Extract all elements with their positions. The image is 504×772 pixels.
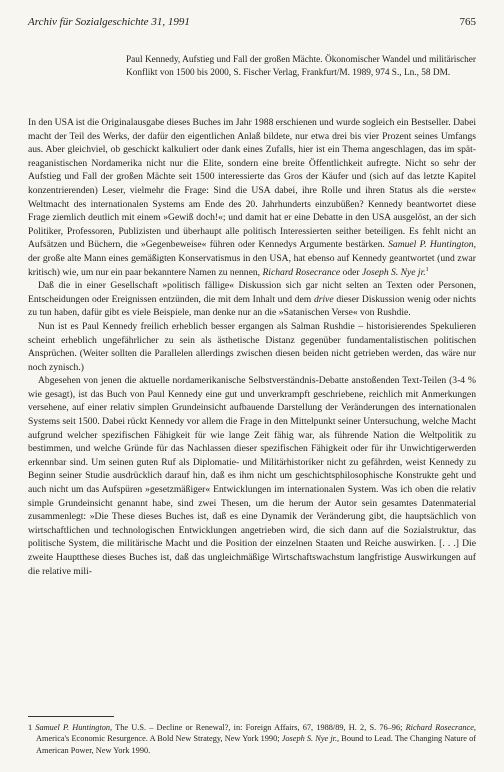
running-header [28, 16, 476, 34]
paragraph-4: Abgesehen von jenen die aktuelle nordamerikanische Selbstverständnis-Debatte anstoßenden Text-Teilen (3-4 % wie gesagt), ist das Buch von Paul Kennedy eine gut und unverkrampft geschriebene, reichlich mit Anmerkungen versehene, auf einer relativ simplen Grundeinsicht aufbauende Darstellung der Veränderungen des internationalen Systems seit 1500. Dabei rückt Kennedy vor allem die Frage in den Mittelpunkt seiner Untersuchung, welche Macht aufgrund welcher spezifischen Fähigkeit für wie lange Zeit fähig war, als führende Nation die Weltpolitik zu bestimmen, und welche Gründe für das Nachlassen dieser spezifischen Fähigkeit oder für ihr Unwichtigerwerden erkennbar sind. Um seinen guten Ruf als Diplomatie- und Militärhistoriker nicht zu gefährden, weist Kennedy zu Beginn seiner Studie ausdrücklich darauf hin, daß es ihm nicht um geschichtsphilosophische Konstrukte geht und auch nicht um das Aufspüren »gesetzmäßiger« Entwicklungen im internationalen System. Was ich oben die relativ simple Grundeinsicht genannt habe, sind zwei Thesen, um die herum der Autor sein gesamtes Datenmaterial zusammenlegt: »Die These dieses Buches ist, daß es eine Dynamik der Veränderung gibt, die hauptsächlich von wirtschaftlichen und technologischen Entwicklungen angetrieben wird, die sich dann auf die Sozialstruktur, das politische System, die militärische Macht und die Position der einzelnen Staaten und Reiche auswirken. [. . .] Die zweite Hauptthese dieses Buches ist, daß das ungleichmäßige Wirtschaftswachstum langfristige Auswirkungen auf die relative mili- [28, 375, 476, 577]
name-huntington: Samuel P. Huntington [388, 239, 474, 251]
name-nye: Joseph S. Nye jr. [361, 266, 426, 278]
term-drive: drive [313, 293, 334, 305]
paragraph-2-text-b: dieser Diskussion wenig oder nichts zu tun haben, dafür gibt es viele Beispiele, man denke nur an die »Satanischen Verse« von Rushdie. [28, 293, 476, 319]
page-number: 765 [459, 16, 476, 28]
paragraph-1-text-a: In den USA ist die Originalausgabe dieses Buches im Jahr 1988 erschienen und wurde sogleich ein Bestseller. Dabei macht der Teil des Werks, der dafür den eigentlichen Anlaß bildete, nur etwa drei bis vier Prozent seines Umfangs aus. Aber gleichviel, ob geschickt kalkuliert oder dank eines Zufalls, hier ist ein Thema angeschlagen, das im spät-reaganistischen Nordamerika nicht nur die Elite, sondern eine breite Öffentlichkeit aufregte. Nicht so sehr der Aufstieg und Fall der großen Mächte seit 1500 interessierte das Gros der Käufer und (sich auf das letzte Kapitel konzentrierenden) Leser, vielmehr die Frage: Sind die USA dabei, ihre Rolle und ihren Status als die »erste« Weltmacht des internationalen Systems am Ende des 20. Jahrhunderts einzubüßen? Kennedy beantwortet diese Frage ziemlich deutlich mit einem »Gewiß doch!«; und damit hat er eine Debatte in den USA ausgelöst, an der sich Politiker, Professoren, Publizisten und überhaupt alle politisch Interessierten seither beteiligen. Es fehlt nicht an Aufsätzen und Büchern, die »Gegenbeweise« führen oder Kennedys Argumente bestärken. [28, 117, 476, 251]
paragraph-2 [28, 279, 476, 320]
footnote-work-2: America's Economic Resurgence. A Bold New Strategy, New York 1990; [36, 734, 282, 744]
footnote-ref: 1 [425, 266, 429, 273]
review-body [28, 116, 476, 578]
footnote-author-nye: Joseph S. Nye jr. [281, 734, 338, 744]
footnote-rule [28, 716, 114, 717]
paragraph-1 [28, 116, 476, 279]
footnote-work-3: , Bound to Lead. The Changing Nature of American Power, New York 1990. [36, 734, 476, 755]
footnote-author-huntington: Samuel P. Huntington, [35, 723, 113, 732]
running-title: Archiv für Sozialgeschichte 31, 1991 [28, 16, 190, 28]
paragraph-2-text-a: Daß die in einer Gesellschaft »politisch fällige« Diskussion sich gar nicht selten an Texten oder Personen, Entscheidungen oder Ereignissen entzünden, die mit dem Inhalt und dem [28, 280, 476, 305]
footnote-author-rosecrance: Richard Rosecrance, [405, 723, 476, 732]
footnote-work-1: The U.S. – Decline or Renewal?, in: Foreign Affairs, 67, 1988/89, H. 2, S. 76–96; [112, 723, 406, 732]
footnote-number: 1 [28, 723, 33, 732]
book-citation: Paul Kennedy, Aufstieg und Fall der großen Mächte. Ökonomischer Wandel und militärischer Konflikt von 1500 bis 2000, S. Fischer Verlag, Frankfurt/M. 1989, 974 S., Ln., 58 DM. [126, 55, 476, 78]
footnotes [28, 716, 476, 756]
footnote-1 [28, 722, 476, 756]
name-rosecrance: Richard Rosecrance [262, 266, 341, 278]
paragraph-1-text-b: , der große alte Mann eines gemäßigten Konservatismus in den USA, hat ebenso auf Kennedy geantwortet (und zwar kritisch) wie, um nur ein paar bekanntere Namen zu nennen, [28, 239, 476, 278]
paragraph-3: Nun ist es Paul Kennedy freilich erheblich besser ergangen als Salman Rushdie – historisierendes Spekulieren scheint erheblich ungefährlicher zu sein als ästhetische Distanz gegenüber fundamentalistischen politischen Ansprüchen. (Weiter sollten die Parallelen allerdings zwischen diesen beiden nicht getrieben werden, das wäre nur noch zynisch.) [28, 320, 476, 373]
paragraph-1-text-c: oder [340, 266, 362, 278]
